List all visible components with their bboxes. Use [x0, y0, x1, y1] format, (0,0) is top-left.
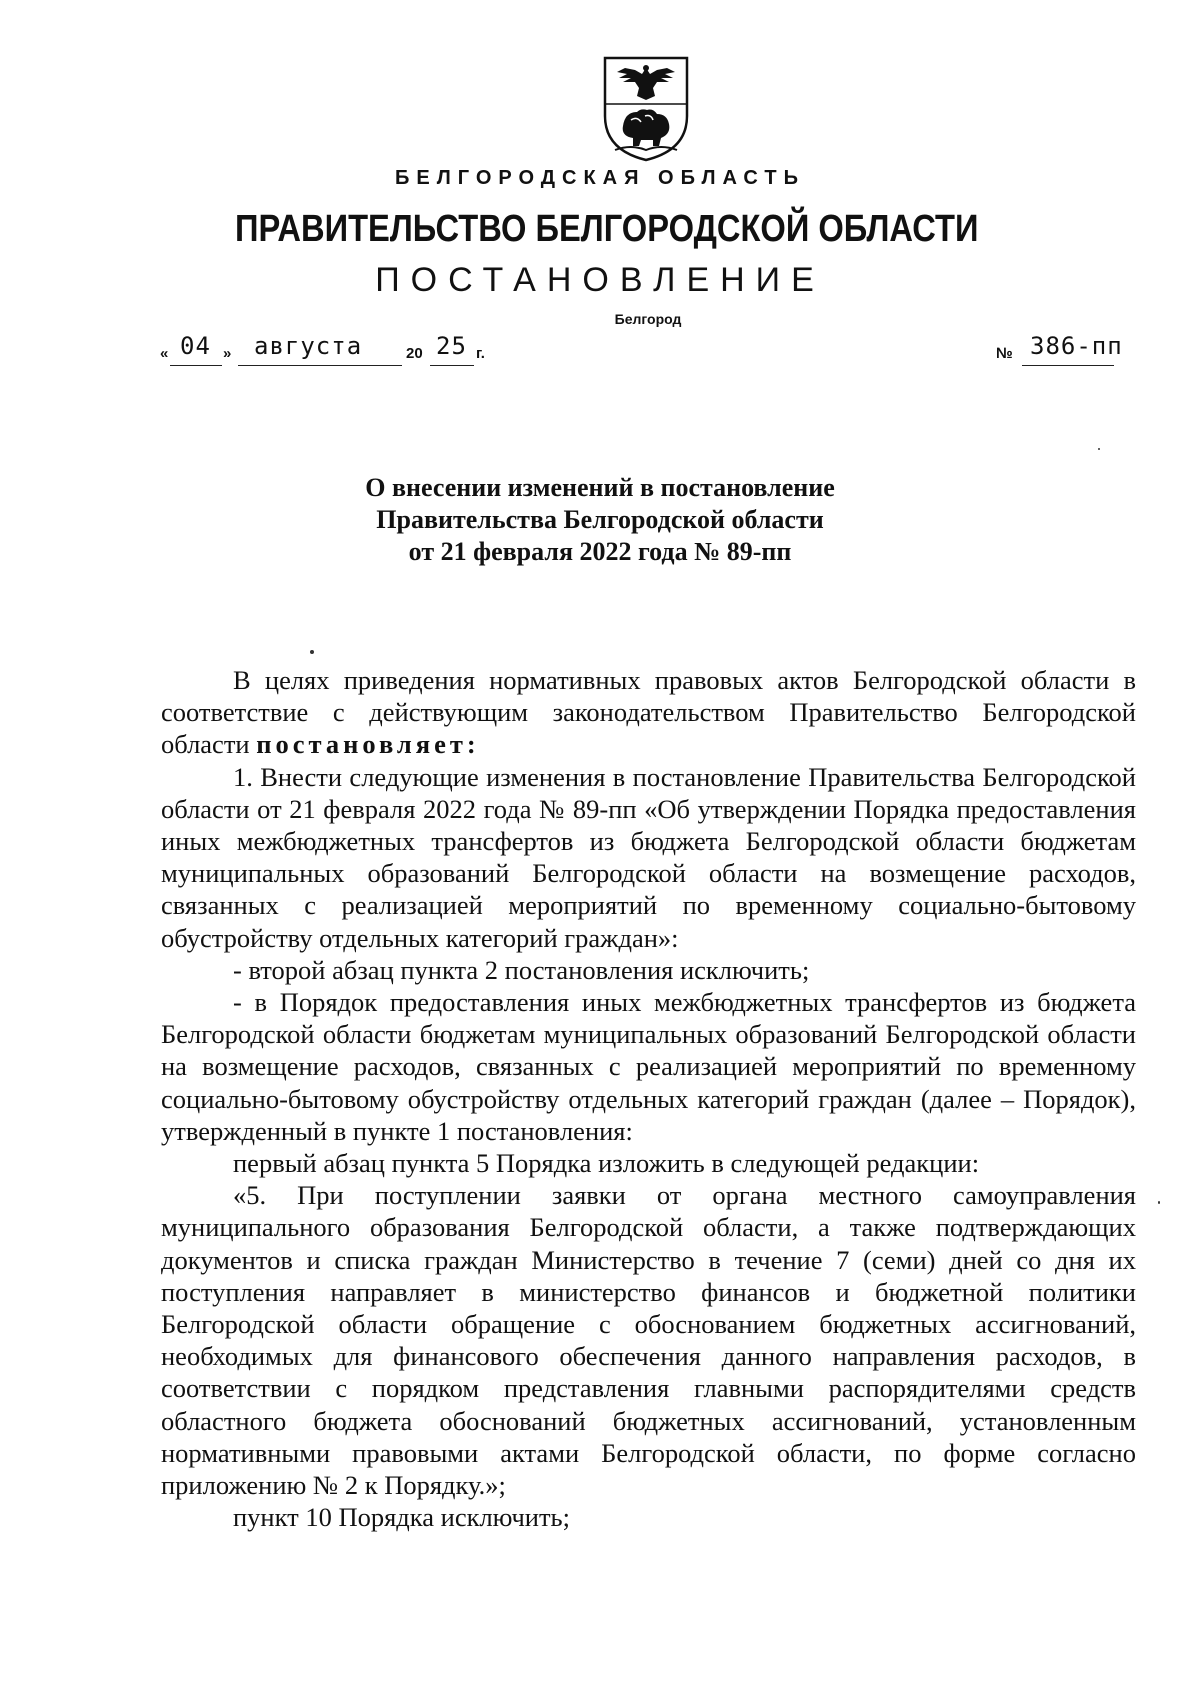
paragraph-item-10: пункт 10 Порядка исключить; [233, 1502, 571, 1533]
title-line-2: Правительства Белгородской области [376, 505, 824, 534]
scan-speck [1158, 1201, 1160, 1204]
city-name: Белгород [614, 311, 682, 327]
year-underline [430, 365, 474, 366]
title-line-3: от 21 февраля 2022 года № 89-пп [408, 537, 792, 566]
date-open-quote: « [160, 345, 169, 362]
paragraph-amendment-text: «5. При поступлении заявки от органа местного самоуправления муниципального образования Белгородской области, а также подтверждающих документов и списка граждан Министерство в течение 7 (семи) дней со дня их поступления направляет в министерство финансов и бюджетной политики Белгородской области обращение с обоснованием бюджетных ассигнований, необходимых для финансового обеспечения данного направления расходов, в соответствии с порядком представления главными распорядителями средств областного бюджета обоснований бюджетных ассигнований, установленным нормативными правовыми актами Белгородской области, по форме согласно приложению № 2 к Порядку.»; [161, 1180, 1136, 1501]
paragraph-item-1-sub-2: - в Порядок предоставления иных межбюджетных трансфертов из бюджета Белгородской области бюджетам муниципальных образований Белгородской области на возмещение расходов, связанных с реализацией мероприятий по временному социально-бытовому обустройству отдельных категорий граждан (далее – Порядок), утвержденный в пункте 1 постановления: [161, 987, 1136, 1146]
number-underline [1022, 365, 1114, 366]
scan-speck [310, 650, 314, 654]
government-name: ПРАВИТЕЛЬСТВО БЕЛГОРОДСКОЙ ОБЛАСТИ [234, 208, 979, 250]
document-type: ПОСТАНОВЛЕНИЕ [375, 261, 825, 299]
date-month: августа [254, 332, 363, 360]
date-year-prefix: 20 [406, 345, 423, 362]
paragraph-amendment-intro: первый абзац пункта 5 Порядка изложить в следующей редакции: [233, 1148, 980, 1179]
date-day: 04 [180, 332, 211, 360]
date-close-quote: » [223, 345, 232, 362]
paragraph-preamble [161, 664, 1136, 761]
date-year-suffix: г. [476, 345, 485, 362]
number-label: № [996, 345, 1013, 362]
month-underline [238, 365, 402, 366]
scan-speck [1098, 448, 1100, 450]
document-body [161, 664, 1136, 1533]
document-number: 386-пп [1030, 332, 1123, 360]
preamble-emphasis: постановляет: [256, 729, 480, 760]
paragraph-item-1: 1. Внести следующие изменения в постановление Правительства Белгородской области от 21 февраля 2022 года № 89-пп «Об утверждении Порядка предоставления иных межбюджетных трансфертов из бюджета Белгородской области бюджетам муниципальных образований Белгородской области на возмещение расходов, связанных с реализацией мероприятий по временному социально-бытовому обустройству отдельных категорий граждан»: [161, 761, 1136, 953]
document-title [0, 472, 1200, 568]
title-line-1: О внесении изменений в постановление [365, 473, 835, 502]
date-year: 25 [436, 332, 467, 360]
day-underline [170, 365, 222, 366]
paragraph-item-1-sub-1: - второй абзац пункта 2 постановления исключить; [233, 954, 810, 985]
region-name: БЕЛГОРОДСКАЯ ОБЛАСТЬ [395, 167, 805, 189]
preamble-text: В целях приведения нормативных правовых актов Белгородской области в соответствие с действующим законодательством Правительство Белгородской области [161, 665, 1136, 760]
belgorod-coat-of-arms-icon [601, 54, 691, 162]
